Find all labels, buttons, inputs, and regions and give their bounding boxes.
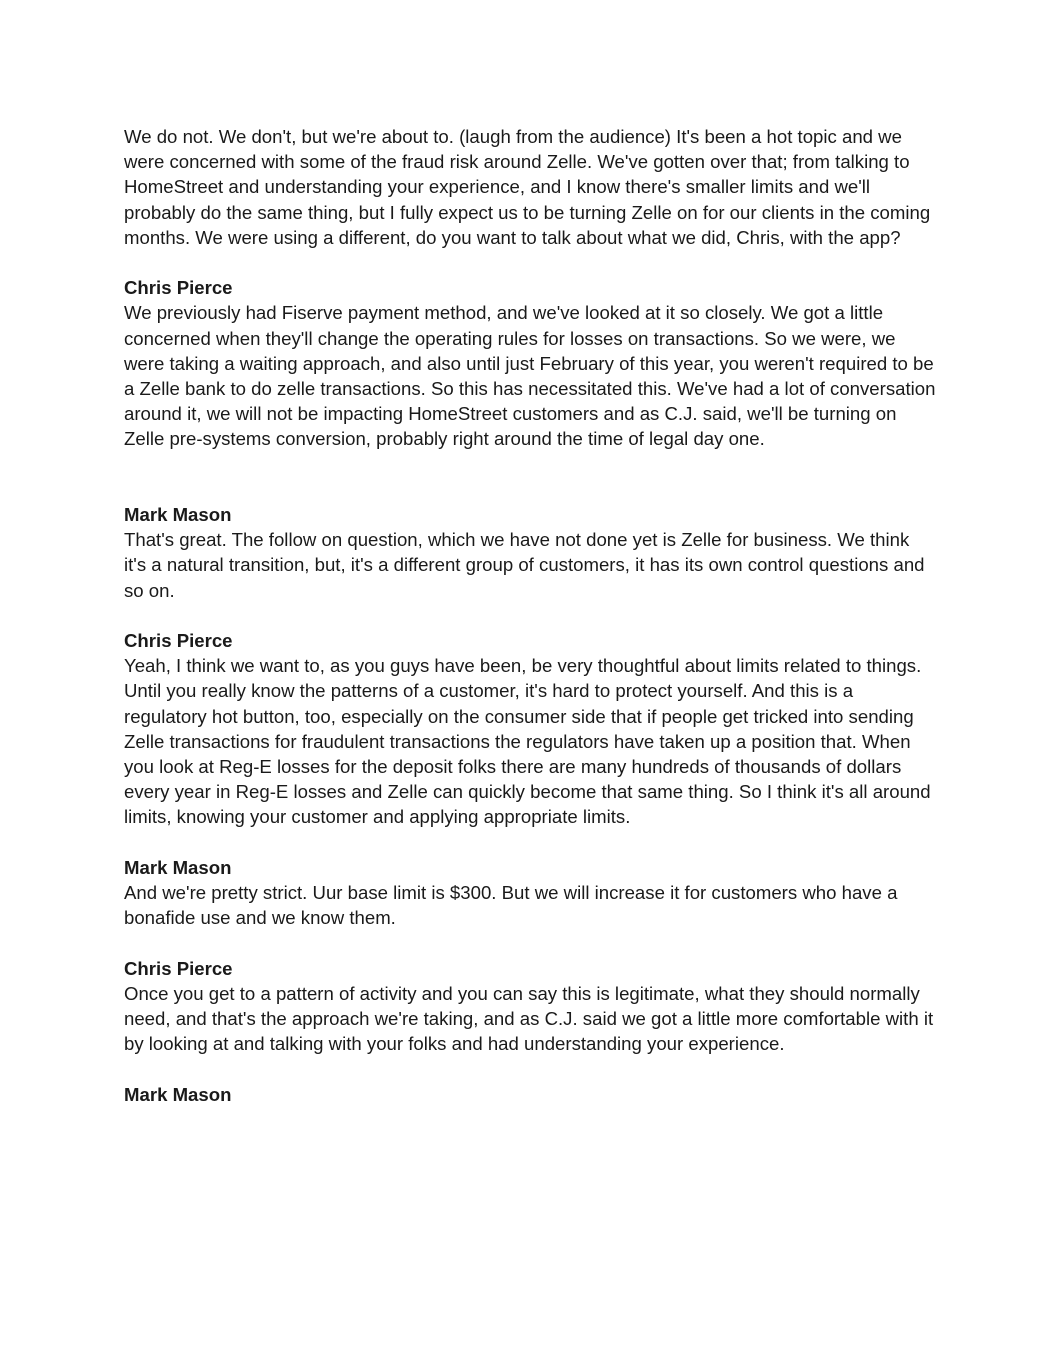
paragraph-gap [124,452,936,502]
speaker-name-chris-pierce: Chris Pierce [124,277,233,299]
speaker-name-chris-pierce: Chris Pierce [124,630,233,652]
transcript-paragraph-4: Yeah, I think we want to, as you guys have been, be very thoughtful about limits related to things. Until you really know the patterns of a customer, it's hard to protect yourself. And this is a regulatory hot button, too, especially on the consumer side that if people get tricked into sending Zelle transactions for fraudulent transactions the regulators have taken up a position that. When you look at Reg-E losses for the deposit folks there are many hundreds of thousands of dollars every year in Reg-E losses and Zelle can quickly become that same thing. So I think it's all around limits, knowing your customer and applying appropriate limits. [124,655,931,828]
paragraph-gap [124,603,936,628]
transcript-paragraph-5: And we're pretty strict. Uur base limit is $300. But we will increase it for customers who have a bonafide use and we know them. [124,882,898,929]
paragraph-gap [124,1056,936,1081]
document-page [124,124,936,1107]
paragraph-gap [124,930,936,955]
transcript-paragraph-6: Once you get to a pattern of activity and you can say this is legitimate, what they should normally need, and that's the approach we're taking, and as C.J. said we got a little more comfortable with it by looking at and talking with your folks and had understanding your experience. [124,982,934,1055]
speaker-name-mark-mason: Mark Mason [124,856,232,878]
speaker-name-mark-mason: Mark Mason [124,1083,232,1105]
transcript-paragraph-3: That's great. The follow on question, which we have not done yet is Zelle for business. We think it's a natural transition, but, it's a different group of customers, it has its own control questions and so on. [124,529,925,601]
speaker-name-chris-pierce: Chris Pierce [124,957,233,979]
paragraph-gap [124,250,936,275]
transcript-paragraph-1: We do not. We don't, but we're about to. (laugh from the audience) It's been a hot topic and we were concerned with some of the fraud risk around Zelle. We've gotten over that; from talking to HomeStreet and understanding your experience, and I know there's smaller limits and we'll probably do the same thing, but I fully expect us to be turning Zelle on for our clients in the coming months. We were using a different, do you want to talk about what we did, Chris, with the app? [124,126,931,248]
paragraph-gap [124,830,936,855]
transcript-paragraph-2: We previously had Fiserve payment method, and we've looked at it so closely. We got a little concerned when they'll change the operating rules for losses on transactions. So we were, we were taking a waiting approach, and also until just February of this year, you weren't required to be a Zelle bank to do zelle transactions. So this has necessitated this. We've had a lot of conversation around it, we will not be impacting HomeStreet customers and as C.J. said, we'll be turning on Zelle pre-systems conversion, probably right around the time of legal day one. [124,302,936,450]
speaker-name-mark-mason: Mark Mason [124,504,232,526]
